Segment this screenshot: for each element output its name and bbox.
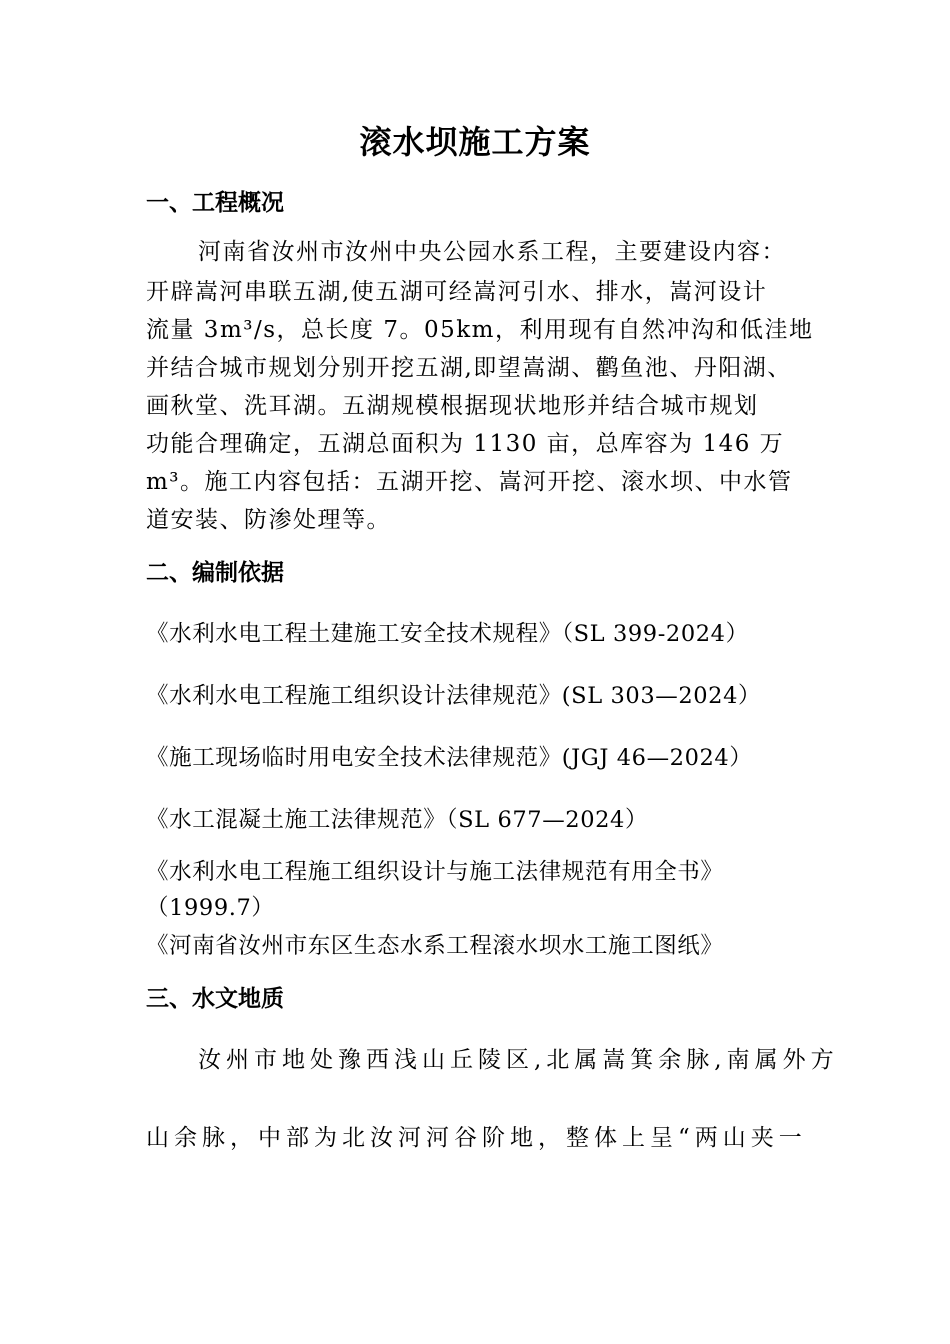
- hydrogeology-line-2: 山余脉，中部为北汝河河谷阶地，整体上呈“两山夹一: [146, 1125, 807, 1151]
- reference-5-year: （1999.7）: [146, 895, 275, 921]
- document-title: 滚水坝施工方案: [359, 123, 591, 161]
- section-heading-hydrogeology: 三、水文地质: [146, 986, 284, 1012]
- reference-3: 《施工现场临时用电安全技术法律规范》(JGJ 46—2024）: [146, 745, 753, 771]
- reference-1: 《水利水电工程土建施工安全技术规程》（SL 399-2024）: [146, 621, 749, 647]
- overview-line-3: 流量 3m³/s，总长度 7。05km，利用现有自然冲沟和低洼地: [146, 317, 814, 343]
- reference-5: 《水利水电工程施工组织设计与施工法律规范有用全书》: [146, 859, 724, 885]
- section-heading-overview: 一、工程概况: [146, 190, 284, 216]
- overview-line-7: m³。施工内容包括：五湖开挖、嵩河开挖、滚水坝、中水管: [146, 469, 793, 495]
- overview-line-4: 并结合城市规划分别开挖五湖,即望嵩湖、鹳鱼池、丹阳湖、: [146, 355, 792, 381]
- reference-4: 《水工混凝土施工法律规范》（SL 677—2024）: [146, 807, 649, 833]
- overview-line-6: 功能合理确定，五湖总面积为 1130 亩，总库容为 146 万: [146, 431, 785, 457]
- overview-line-8: 道安装、防渗处理等。: [146, 507, 391, 533]
- reference-2: 《水利水电工程施工组织设计法律规范》(SL 303—2024）: [146, 683, 762, 709]
- overview-line-1: 河南省汝州市汝州中央公园水系工程，主要建设内容：: [198, 239, 786, 265]
- overview-line-2: 开辟嵩河串联五湖,使五湖可经嵩河引水、排水，嵩河设计: [146, 279, 768, 305]
- section-heading-basis: 二、编制依据: [146, 560, 284, 586]
- reference-6: 《河南省汝州市东区生态水系工程滚水坝水工施工图纸》: [146, 933, 724, 959]
- overview-line-5: 画秋堂、洗耳湖。五湖规模根据现状地形并结合城市规划: [146, 393, 759, 419]
- hydrogeology-line-1: 汝州市地处豫西浅山丘陵区,北属嵩箕余脉,南属外方: [198, 1047, 839, 1073]
